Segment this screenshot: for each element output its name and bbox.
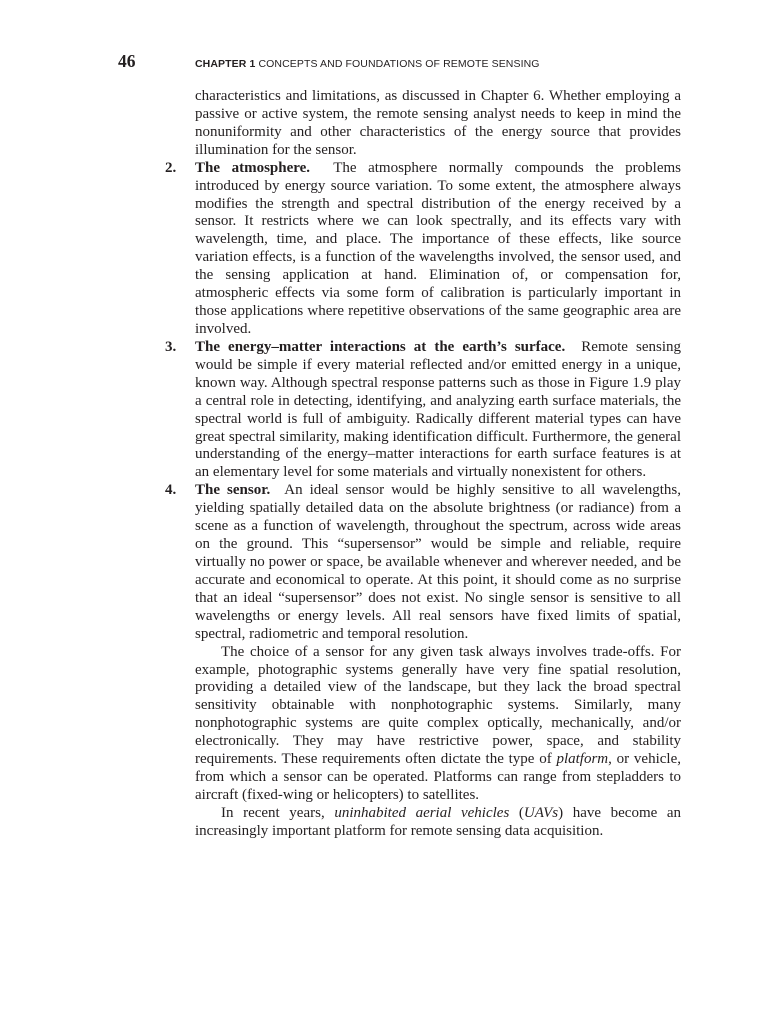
list-item-heading: The energy–matter interactions at the earth’s surface. — [195, 338, 566, 355]
list-item-text: An ideal sensor would be highly sensitive to all wavelengths, yielding spatially detailed data on the absolute brightness (or radiance) from a scene as a function of wavelength, throughout the spectrum, across wide areas on the ground. This “supersensor” would be simple and reliable, require virtually no power or space, be available whenever and wherever needed, and be accurate and economical to operate. At this point, it should come as no surprise that an ideal “supersensor” does not exist. No single sensor is sensitive to all wavelengths or energy levels. All real sensors have fixed limits of spatial, spectral, radiometric and temporal resolution. — [195, 482, 681, 642]
paragraph-text: In recent years, — [221, 804, 325, 821]
continuation-paragraph: characteristics and limitations, as discussed in Chapter 6. Whether employing a passive or active system, the remote sensing analyst needs to keep in mind the nonuniformity and other characteristics of the energy source that provides illumination for the sensor. — [195, 88, 681, 158]
list-item-energy-matter — [165, 338, 681, 482]
paragraph-text: The choice of a sensor for any given task always involves trade-offs. For example, photographic systems generally have very fine spatial resolution, providing a detailed view of the landscape, but they lack the broad spectral sensitivity obtainable with nonphotographic systems. Similarly, many nonphotographic systems are quite complex optically, mechanically, and/or electronically. They may have restrictive power, space, and stability requirements. These requirements often dictate the type of — [195, 643, 681, 768]
emphasized-term: uninhabited aerial vehicles — [334, 804, 510, 821]
list-item-sensor — [165, 482, 681, 643]
list-item-heading: The sensor. — [195, 482, 271, 499]
body-text — [165, 88, 682, 841]
emphasized-term: platform — [556, 751, 609, 768]
page-number: 46 — [118, 51, 136, 71]
chapter-title: CONCEPTS AND FOUNDATIONS OF REMOTE SENSING — [258, 58, 540, 70]
chapter-heading — [195, 58, 540, 70]
list-number: 3. — [165, 338, 177, 355]
tradeoffs-paragraph — [195, 644, 681, 805]
list-number: 2. — [165, 159, 177, 176]
running-head — [118, 51, 540, 75]
paragraph-text: ) have become an increasingly important platform for remote sensing data acquisition. — [195, 804, 682, 839]
list-number: 4. — [165, 482, 177, 499]
chapter-number: CHAPTER 1 — [195, 58, 256, 70]
emphasized-abbreviation: UAVs — [523, 804, 559, 821]
list-item-atmosphere — [165, 159, 681, 339]
list-item-text: Remote sensing would be simple if every material reflected and/or emitted energy in a unique, known way. Although spectral response patterns such as those in Figure 1.9 play a central role in detecting, identifying, and analyzing earth surface materials, the spectral world is full of ambiguity. Radically different material types can have great spectral similarity, making identification difficult. Furthermore, the general understanding of the energy–matter interactions for earth surface features is at an elementary level for some materials and virtually nonexistent for others. — [195, 338, 681, 481]
paragraph-text: ( — [509, 804, 524, 821]
list-item-text: The atmosphere normally compounds the problems introduced by energy source variation. To some extent, the atmosphere always modifies the strength and spectral distribution of the energy received by a sensor. It restricts where we can look spectrally, and its effects vary with wavelength, time, and place. The importance of these effects, like source variation effects, is a function of the wavelengths involved, the sensor used, and the sensing application at hand. Elimination of, or compensation for, atmospheric effects via some form of calibration is particularly important in those applications where repetitive observations of the same geographic area are involved. — [195, 159, 681, 337]
paragraph-text: , or vehicle, from which a sensor can be operated. Platforms can range from stepladders to aircraft (fixed-wing or helicopters) to satellites. — [195, 751, 681, 803]
list-item-heading: The atmosphere. — [195, 159, 311, 176]
uav-paragraph — [195, 805, 681, 841]
